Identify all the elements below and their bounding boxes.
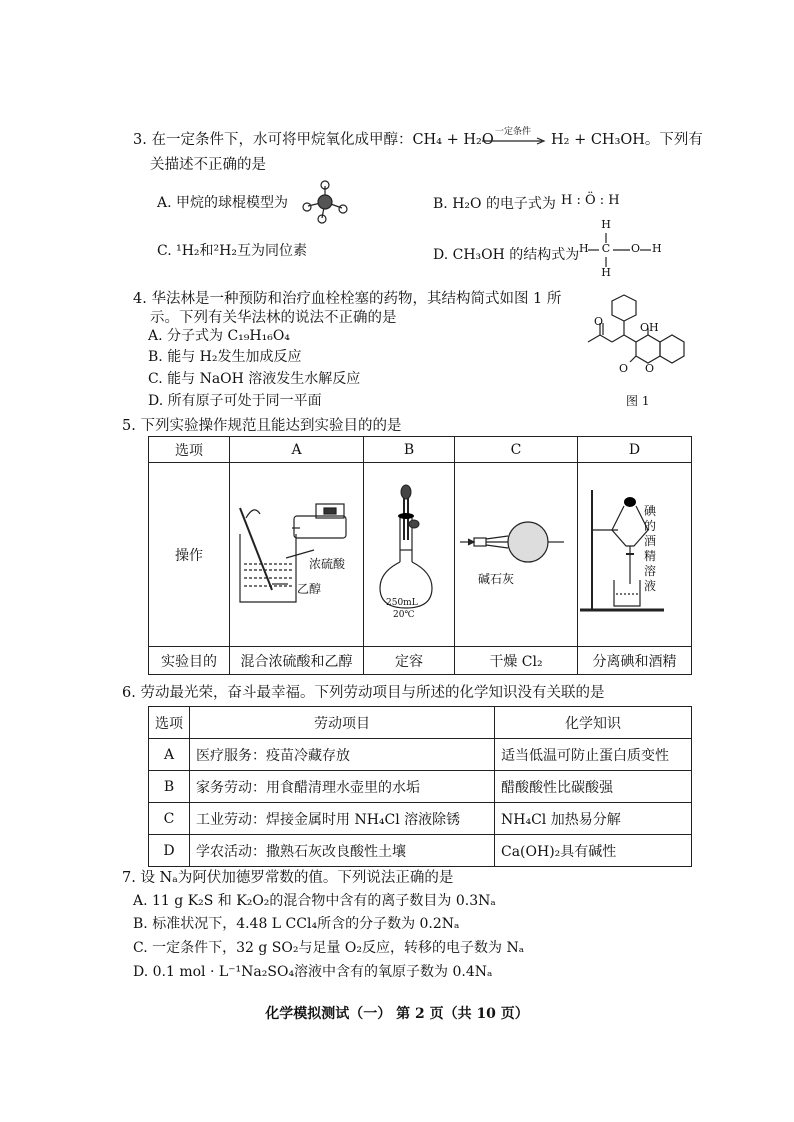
experiment-goal-label: 实验目的 (149, 647, 230, 675)
warfarin-atom-o-ring: O (645, 362, 655, 375)
h2o-electron-formula: H : Ö : H (561, 193, 620, 208)
labor-row-a-project: 医疗服务：疫苗冷藏存放 (190, 739, 495, 771)
label-char-6: 液 (644, 579, 657, 593)
experiment-goal-c: 干燥 Cl₂ (455, 647, 578, 675)
q4-stem-line2: 示。下列有关华法林的说法不正确的是 (150, 310, 397, 326)
q3-stem-line2: 关描述不正确的是 (150, 157, 266, 173)
q7-option-c: C. 一定条件下，32 g SO₂与足量 O₂反应，转移的电子数为 Nₐ (133, 940, 525, 956)
drying-tube-icon (460, 520, 570, 570)
label-char-1: 碘 (644, 504, 657, 518)
q5-stem: 5. 下列实验操作规范且能达到实验目的的是 (122, 418, 402, 434)
labor-table-header (149, 707, 692, 739)
q3-stem-part1: 3. 在一定条件下，水可将甲烷氧化成甲醇：CH₄ + H₂O (133, 132, 494, 148)
table-row (149, 771, 692, 803)
labor-row-b-project: 家务劳动：用食醋清理水壶里的水垢 (190, 771, 495, 803)
labor-header-option: 选项 (149, 707, 190, 739)
q4-stem: 4. 华法林是一种预防和治疗血栓栓塞的药物，其结构简式如图 1 所 (133, 291, 562, 307)
methane-ball-stick-model-icon (300, 180, 350, 224)
label-char-5: 溶 (644, 564, 657, 578)
experiment-col-c: C (455, 437, 578, 463)
table-row (149, 803, 692, 835)
q3-option-d: D. CH₃OH 的结构式为 (433, 247, 580, 263)
label-soda-lime: 碱石灰 (478, 572, 515, 586)
experiment-operation-label: 操作 (149, 463, 230, 647)
struct-o: O (631, 242, 641, 255)
q4-option-b: B. 能与 H₂发生加成反应 (148, 349, 302, 365)
experiment-col-b: B (364, 437, 455, 463)
page-footer: 化学模拟测试（一） 第 2 页（共 10 页） (265, 1006, 529, 1022)
q4-option-d: D. 所有原子可处于同一平面 (148, 393, 322, 409)
q3-stem-part2: H₂ + CH₃OH。下列有 (551, 132, 703, 148)
q6-stem: 6. 劳动最光荣，奋斗最幸福。下列劳动项目与所述的化学知识没有关联的是 (122, 685, 605, 701)
struct-h-top: H (601, 218, 611, 231)
struct-h-left: H (579, 242, 589, 255)
flask-temperature-label: 20℃ (393, 610, 415, 620)
experiment-header-label: 选项 (149, 437, 230, 463)
labor-row-c-option: C (149, 803, 190, 835)
experiment-header-row (149, 437, 692, 463)
q7-stem: 7. 设 Nₐ为阿伏加德罗常数的值。下列说法正确的是 (122, 870, 454, 886)
label-iodine-alcohol-solution (644, 504, 658, 594)
labor-row-d-knowledge: Ca(OH)₂具有碱性 (495, 835, 692, 867)
q3-stem (133, 128, 494, 149)
labor-row-d-project: 学农活动：撒熟石灰改良酸性土壤 (190, 835, 495, 867)
struct-c: C (601, 242, 611, 255)
experiment-goal-a: 混合浓硫酸和乙醇 (230, 647, 364, 675)
warfarin-atom-o-carbonyl: O (619, 362, 629, 375)
flask-volume-label: 250mL (386, 598, 418, 608)
q7-option-b: B. 标准状况下，4.48 L CCl₄所含的分子数为 0.2Nₐ (133, 916, 460, 932)
label-char-3: 酒 (644, 534, 657, 548)
q4-option-a: A. 分子式为 C₁₉H₁₆O₄ (148, 328, 290, 344)
q3-option-c: C. ¹H₂和²H₂互为同位素 (157, 243, 307, 259)
figure-1-caption: 图 1 (626, 394, 650, 408)
volumetric-flask-dropper-icon (376, 484, 436, 614)
labor-header-project: 劳动项目 (190, 707, 495, 739)
labor-row-c-knowledge: NH₄Cl 加热易分解 (495, 803, 692, 835)
label-ethanol: 乙醇 (297, 582, 322, 596)
q3-option-a: A. 甲烷的球棍模型为 (157, 195, 289, 211)
q3-option-b: B. H₂O 的电子式为 (433, 196, 556, 212)
beaker-pouring-apparatus-icon (232, 498, 356, 608)
labor-row-a-knowledge: 适当低温可防止蛋白质变性 (495, 739, 692, 771)
experiment-goal-row (149, 647, 692, 675)
labor-row-c-project: 工业劳动：焊接金属时用 NH₄Cl 溶液除锈 (190, 803, 495, 835)
label-conc-sulfuric-acid: 浓硫酸 (309, 557, 346, 571)
q7-option-d: D. 0.1 mol · L⁻¹Na₂SO₄溶液中含有的氧原子数为 0.4Nₐ (133, 964, 493, 980)
struct-h-right: H (652, 242, 662, 255)
experiment-goal-b: 定容 (364, 647, 455, 675)
warfarin-structure-icon (572, 290, 692, 390)
methanol-structure-bonds-icon (578, 226, 668, 272)
labor-row-d-option: D (149, 835, 190, 867)
labor-row-b-knowledge: 醋酸酸性比碳酸强 (495, 771, 692, 803)
reaction-arrow-icon (482, 137, 546, 145)
experiment-col-a: A (230, 437, 364, 463)
label-char-4: 精 (644, 549, 657, 563)
warfarin-atom-oh: OH (640, 321, 659, 334)
experiment-col-d: D (578, 437, 692, 463)
table-row (149, 835, 692, 867)
warfarin-atom-o-ketone: O (594, 315, 604, 328)
labor-row-a-option: A (149, 739, 190, 771)
q4-option-c: C. 能与 NaOH 溶液发生水解反应 (148, 371, 361, 387)
labor-knowledge-table (148, 706, 692, 867)
labor-row-b-option: B (149, 771, 190, 803)
struct-h-bottom: H (601, 266, 611, 279)
experiment-goal-d: 分离碘和酒精 (578, 647, 692, 675)
label-char-2: 的 (644, 519, 657, 533)
table-row (149, 739, 692, 771)
labor-header-knowledge: 化学知识 (495, 707, 692, 739)
q7-option-a: A. 11 g K₂S 和 K₂O₂的混合物中含有的离子数目为 0.3Nₐ (133, 893, 496, 909)
q3-arrow-label: 一定条件 (494, 127, 531, 137)
